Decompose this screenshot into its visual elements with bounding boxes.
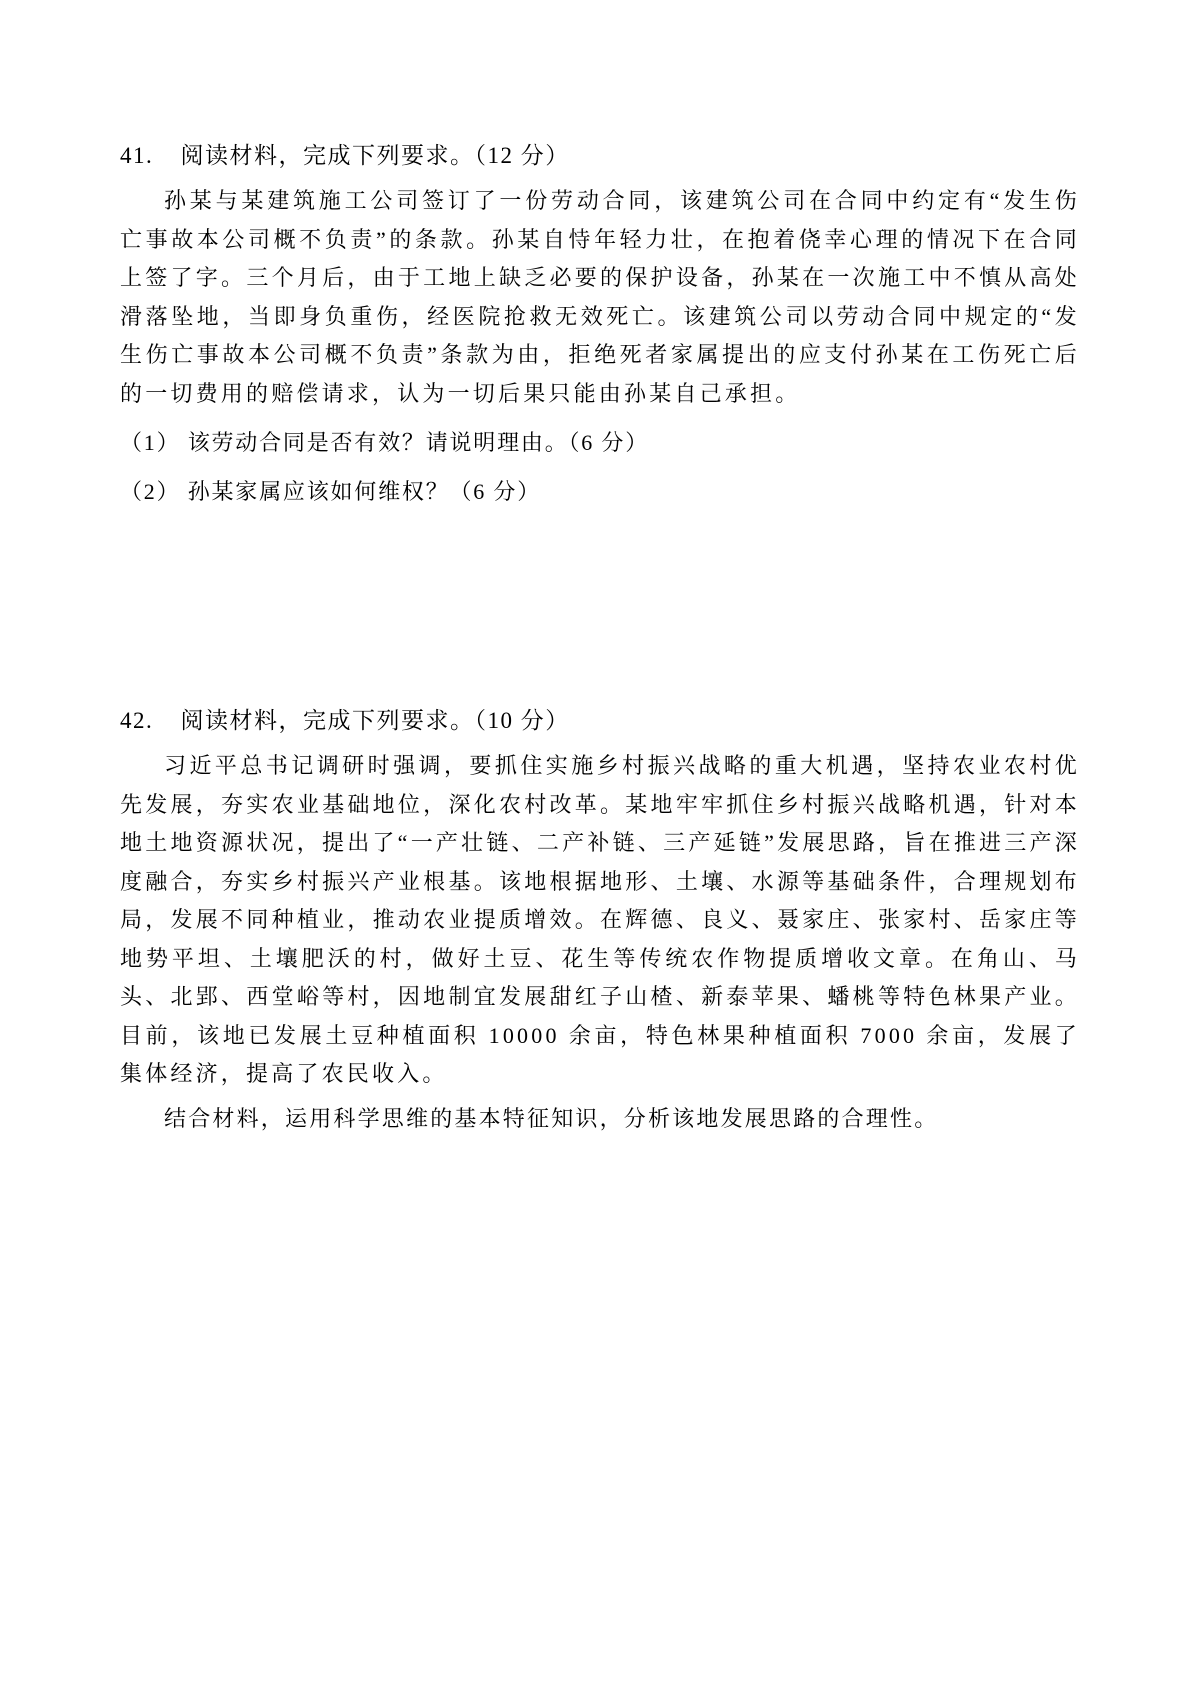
question-42-instruction: 阅读材料，完成下列要求。（10 分） <box>180 708 570 733</box>
question-42-header <box>120 701 1080 741</box>
question-41-header <box>120 136 1080 176</box>
question-41-material: 孙某与某建筑施工公司签订了一份劳动合同，该建筑公司在合同中约定有“发生伤亡事故本公司概不负责”的条款。孙某自恃年轻力壮，在抱着侥幸心理的情况下在合同上签了字。三个月后，由于工地上缺乏必要的保护设备，孙某在一次施工中不慎从高处滑落坠地，当即身负重伤，经医院抢救无效死亡。该建筑公司以劳动合同中规定的“发生伤亡事故本公司概不负责”条款为由，拒绝死者家属提出的应支付孙某在工伤死亡后的一切费用的赔偿请求，认为一切后果只能由孙某自己承担。 <box>120 188 1080 406</box>
question-41-instruction: 阅读材料，完成下列要求。（12 分） <box>180 143 570 168</box>
question-41 <box>120 136 1080 511</box>
question-41-subquestion-2: （2） 孙某家属应该如何维权？（6 分） <box>120 479 542 504</box>
question-42-material: 习近平总书记调研时强调，要抓住实施乡村振兴战略的重大机遇，坚持农业农村优先发展，夯实农业基础地位，深化农村改革。某地牢牢抓住乡村振兴战略机遇，针对本地土地资源状况，提出了“一产壮链、二产补链、三产延链”发展思路，旨在推进三产深度融合，夯实乡村振兴产业根基。该地根据地形、土壤、水源等基础条件，合理规划布局，发展不同种植业，推动农业提质增效。在辉德、良义、聂家庄、张家村、岳家庄等地势平坦、土壤肥沃的村，做好土豆、花生等传统农作物提质增收文章。在角山、马头、北郢、西堂峪等村，因地制宜发展甜红子山楂、新泰苹果、蟠桃等特色林果产业。目前，该地已发展土豆种植面积 10000 余亩，特色林果种植面积 7000 余亩，发展了集体经济，提高了农民收入。 <box>120 753 1080 1086</box>
question-42-number: 42. <box>120 708 154 733</box>
question-41-number: 41. <box>120 143 154 168</box>
question-42-task: 结合材料，运用科学思维的基本特征知识，分析该地发展思路的合理性。 <box>164 1105 939 1131</box>
question-42 <box>120 701 1080 1138</box>
question-41-subquestion-1: （1） 该劳动合同是否有效？请说明理由。（6 分） <box>120 430 650 455</box>
